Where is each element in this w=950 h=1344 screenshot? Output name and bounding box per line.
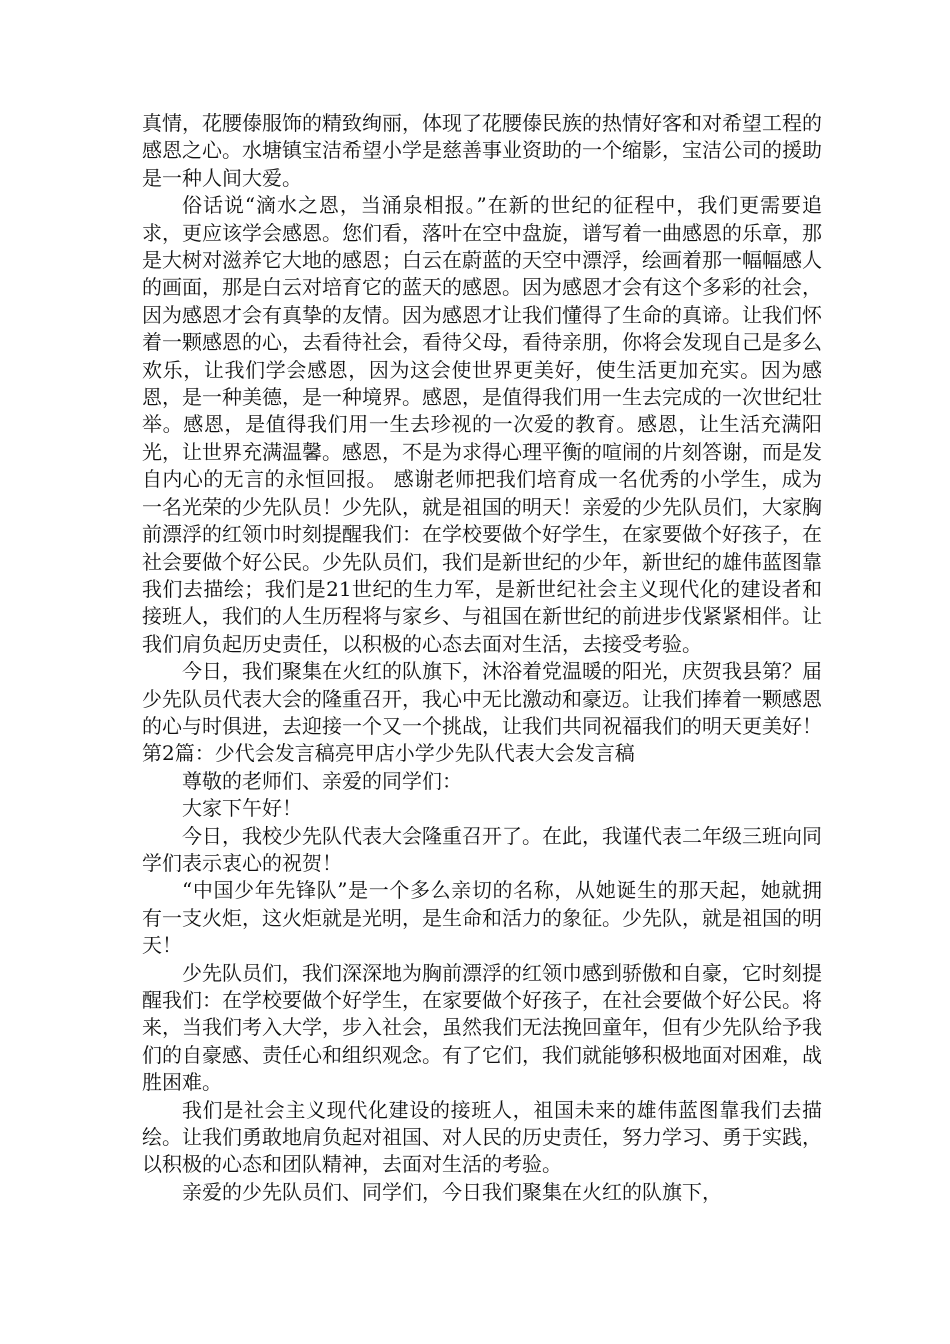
body-paragraph: 我们是社会主义现代化建设的接班人，祖国未来的雄伟蓝图靠我们去描绘。让我们勇敢地肩负起对祖国、对人民的历史责任，努力学习、勇于实践，以积极的心态和团队精神，去面对生活的考验。 xyxy=(142,1097,822,1177)
body-paragraph: 俗话说“滴水之恩，当涌泉相报。”在新的世纪的征程中，我们更需要追求，更应该学会感恩。您们看，落叶在空中盘旋，谱写着一曲感恩的乐章，那是大树对滋养它大地的感恩；白云在蔚蓝的天空中漂浮，绘画着那一幅幅感人的画面，那是白云对培育它的蓝天的感恩。因为感恩才会有这个多彩的社会，因为感恩才会有真挚的友情。因为感恩才让我们懂得了生命的真谛。让我们怀着一颗感恩的心，去看待社会，看待父母，看待亲朋，你将会发现自己是多么欢乐，让我们学会感恩，因为这会使世界更美好，使生活更加充实。因为感恩，是一种美德，是一种境界。感恩，是值得我们用一生去完成的一次世纪壮举。感恩，是值得我们用一生去珍视的一次爱的教育。感恩，让生活充满阳光，让世界充满温馨。感恩，不是为求得心理平衡的喧闹的片刻答谢，而是发自内心的无言的永恒回报。 感谢老师把我们培育成一名优秀的小学生，成为一名光荣的少先队员！少先队，就是祖国的明天！亲爱的少先队员们，大家胸前漂浮的红领巾时刻提醒我们：在学校要做个好学生，在家要做个好孩子，在社会要做个好公民。少先队员们，我们是新世纪的少年，新世纪的雄伟蓝图靠我们去描绘；我们是21世纪的生力军，是新世纪社会主义现代化的建设者和接班人，我们的人生历程将与家乡、与祖国在新世纪的前进步伐紧紧相伴。让我们肩负起历史责任，以积极的心态去面对生活，去接受考验。 xyxy=(142,193,822,656)
document-page xyxy=(142,110,822,1206)
body-paragraph: 真情，花腰傣服饰的精致绚丽，体现了花腰傣民族的热情好客和对希望工程的感恩之心。水塘镇宝洁希望小学是慈善事业资助的一个缩影，宝洁公司的援助是一种人间大爱。 xyxy=(142,111,822,190)
body-paragraph: “中国少年先锋队”是一个多么亲切的名称，从她诞生的那天起，她就拥有一支火炬，这火炬就是光明，是生命和活力的象征。少先队，就是祖国的明天！ xyxy=(142,878,822,958)
body-paragraph: 少先队员们，我们深深地为胸前漂浮的红领巾感到骄傲和自豪，它时刻提醒我们：在学校要做个好学生，在家要做个好孩子，在社会要做个好公民。将来，当我们考入大学，步入社会，虽然我们无法挽回童年，但有少先队给予我们的自豪感、责任心和组织观念。有了它们，我们就能够积极地面对困难，战胜困难。 xyxy=(142,960,822,1095)
body-paragraph: 今日，我们聚集在火红的队旗下，沐浴着党温暖的阳光，庆贺我县第？届少先队员代表大会的隆重召开，我心中无比激动和豪迈。让我们捧着一颗感恩的心与时俱进，去迎接一个又一个挑战，让我们共同祝福我们的明天更美好！第2篇：少代会发言稿亮甲店小学少先队代表大会发言稿 xyxy=(142,659,822,766)
body-paragraph: 亲爱的少先队员们、同学们，今日我们聚集在火红的队旗下， xyxy=(182,1179,722,1204)
body-paragraph: 今日，我校少先队代表大会隆重召开了。在此，我谨代表二年级三班向同学们表示衷心的祝贺！ xyxy=(142,823,822,875)
salutation-paragraph: 尊敬的老师们、亲爱的同学们： xyxy=(182,768,462,793)
greeting-paragraph: 大家下午好！ xyxy=(182,796,302,821)
